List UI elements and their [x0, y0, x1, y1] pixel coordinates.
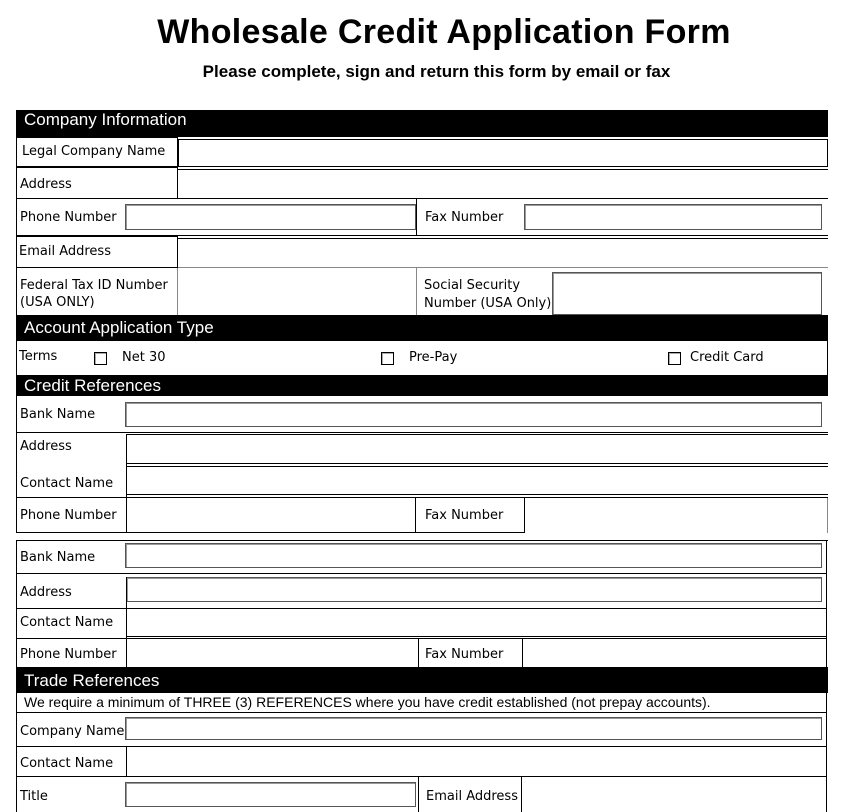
tax-id-label-line2: (USA ONLY)	[20, 295, 95, 310]
divider	[126, 466, 828, 467]
bank-1-phone-label: Phone Number	[20, 508, 117, 523]
divider	[827, 498, 828, 533]
ssn-label-line1: Social Security	[424, 278, 521, 293]
trade-references-note: We require a minimum of THREE (3) REFERENCES where you have credit established (not prepay accounts).	[24, 694, 711, 710]
bank-1-contact-name-label: Contact Name	[20, 476, 114, 491]
divider	[16, 540, 17, 667]
legal-company-name-label: Legal Company Name	[22, 144, 166, 159]
terms-label: Terms	[19, 349, 58, 364]
divider	[16, 268, 17, 315]
section-header-company-information: Company Information	[16, 110, 828, 137]
divider	[178, 198, 828, 199]
form-title: Wholesale Credit Application Form	[157, 13, 731, 51]
pre-pay-checkbox[interactable]	[381, 352, 394, 365]
bank-1-name-label: Bank Name	[20, 407, 96, 422]
ssn-label-line2: Number (USA Only)	[424, 296, 552, 311]
bank-1-address-input[interactable]	[126, 434, 828, 435]
divider	[416, 199, 417, 236]
divider	[126, 577, 127, 667]
company-fax-label: Fax Number	[425, 210, 504, 225]
divider	[16, 497, 828, 498]
trade-company-name-input[interactable]	[125, 717, 822, 740]
divider	[16, 608, 826, 609]
company-email-input[interactable]	[178, 238, 828, 239]
divider	[16, 341, 17, 375]
divider	[16, 638, 826, 639]
bank-2-fax-label: Fax Number	[425, 647, 504, 662]
bank-2-fax-input[interactable]	[522, 638, 523, 667]
net-30-label: Net 30	[122, 350, 166, 365]
bank-2-phone-input[interactable]	[418, 638, 419, 667]
bank-2-contact-name-input[interactable]	[126, 636, 826, 637]
trade-title-label: Title	[20, 789, 48, 804]
company-email-label: Email Address	[19, 244, 111, 259]
bank-1-phone-input[interactable]	[415, 498, 416, 533]
company-address-label: Address	[20, 177, 72, 192]
bank-1-address-label: Address	[20, 439, 72, 454]
bank-2-address-input[interactable]	[126, 577, 822, 602]
divider	[16, 540, 828, 541]
section-header-credit-references: Credit References	[16, 375, 828, 396]
trade-company-name-label: Company Name	[20, 724, 125, 739]
trade-contact-name-input[interactable]	[126, 746, 127, 776]
divider	[416, 268, 417, 315]
form-subtitle: Please complete, sign and return this form by email or fax	[202, 62, 671, 81]
credit-card-checkbox[interactable]	[668, 352, 681, 365]
trade-contact-name-label: Contact Name	[20, 756, 114, 771]
divider	[16, 532, 525, 533]
bank-2-address-label: Address	[20, 585, 72, 600]
divider	[16, 712, 826, 713]
divider	[178, 267, 828, 268]
trade-email-label: Email Address	[426, 789, 518, 804]
bank-1-contact-name-input[interactable]	[126, 494, 828, 495]
credit-card-label: Credit Card	[690, 350, 764, 365]
bank-2-phone-label: Phone Number	[20, 647, 117, 662]
trade-email-input[interactable]	[521, 777, 522, 812]
section-header-trade-references: Trade References	[16, 667, 828, 693]
divider	[16, 199, 17, 236]
divider	[418, 777, 419, 812]
trade-title-input[interactable]	[125, 782, 416, 807]
divider	[826, 540, 827, 667]
bank-2-name-input[interactable]	[125, 543, 822, 568]
bank-2-contact-name-label: Contact Name	[20, 615, 114, 630]
bank-2-name-label: Bank Name	[20, 550, 96, 565]
divider	[126, 463, 828, 464]
divider	[16, 693, 17, 812]
pre-pay-label: Pre-Pay	[409, 350, 458, 365]
divider	[16, 746, 826, 747]
bank-1-name-input[interactable]	[125, 402, 822, 427]
bank-1-fax-label: Fax Number	[425, 508, 504, 523]
net-30-checkbox[interactable]	[94, 352, 107, 365]
divider	[16, 573, 826, 574]
tax-id-label-line1: Federal Tax ID Number	[20, 278, 168, 293]
section-header-account-application-type: Account Application Type	[16, 315, 828, 341]
company-address-input[interactable]	[178, 169, 828, 170]
divider	[16, 432, 828, 433]
ssn-input[interactable]	[552, 272, 822, 315]
divider	[16, 396, 17, 533]
company-phone-input[interactable]	[125, 204, 416, 230]
tax-id-input[interactable]	[177, 268, 178, 315]
divider	[826, 693, 827, 812]
legal-company-name-input[interactable]	[178, 139, 828, 167]
divider	[827, 341, 828, 375]
divider	[126, 434, 127, 532]
divider	[16, 776, 826, 777]
company-fax-input[interactable]	[524, 204, 822, 230]
bank-1-fax-input[interactable]	[524, 498, 525, 533]
company-phone-label: Phone Number	[20, 210, 117, 225]
